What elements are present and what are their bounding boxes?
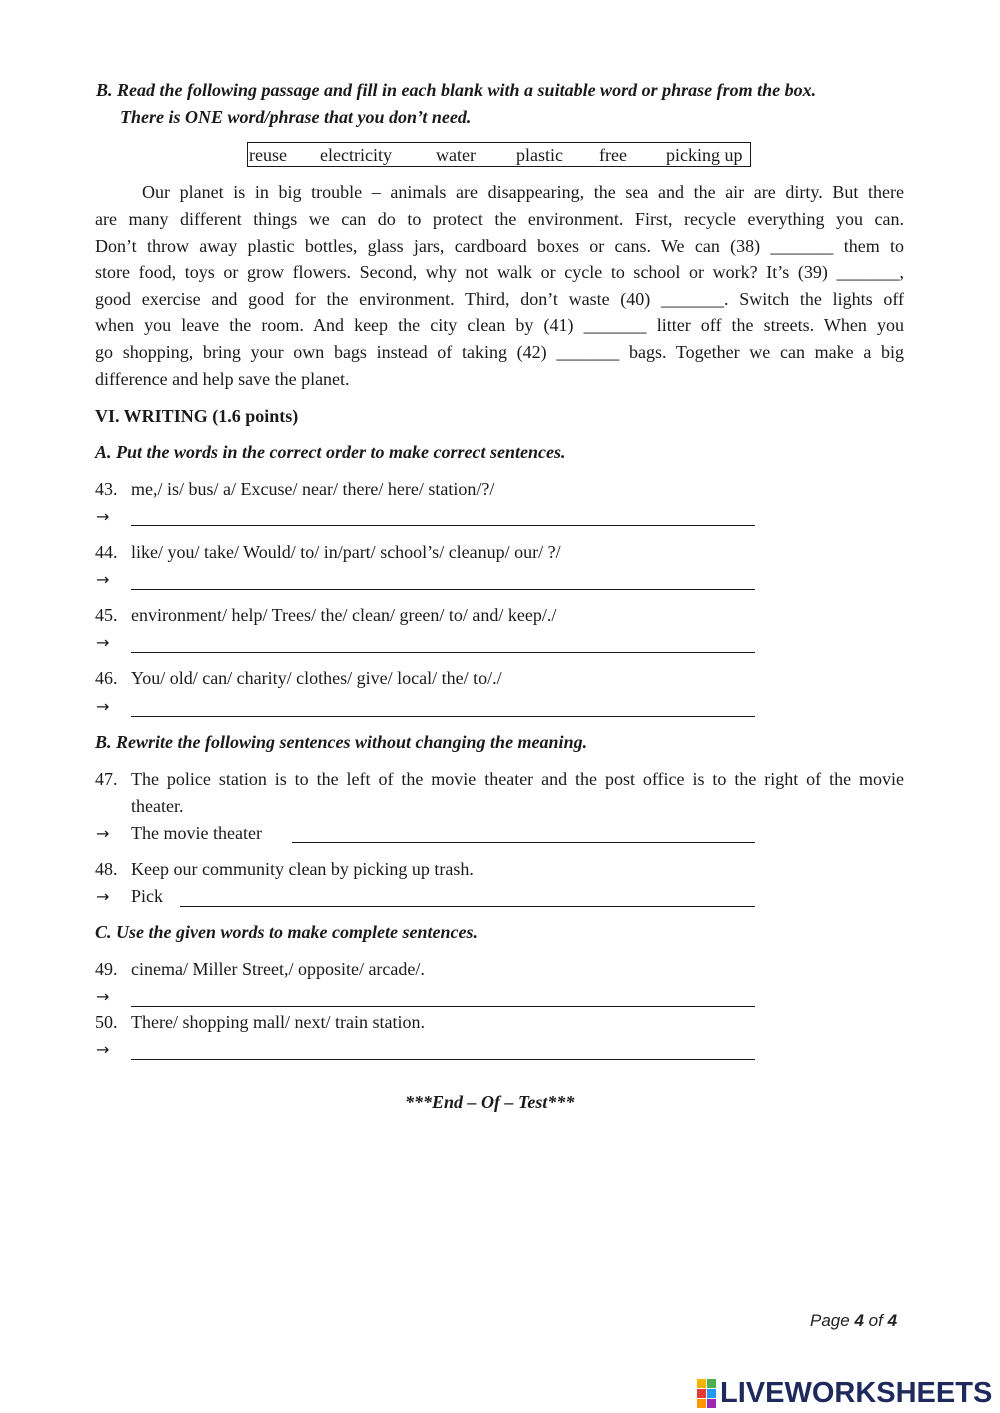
passage-line: store food, toys or grow flowers. Second, why not walk or cycle to school or work? It’s (39) _______, <box>95 262 904 282</box>
question-number: 43. <box>95 479 118 499</box>
page-current: 4 <box>854 1311 864 1330</box>
answer-prefix: The movie theater <box>131 823 262 843</box>
answer-line[interactable] <box>180 906 755 907</box>
arrow-icon: → <box>96 887 110 906</box>
reading-instruction-line2: There is ONE word/phrase that you don’t need. <box>120 107 472 127</box>
arrow-icon: → <box>96 697 110 716</box>
passage-line: difference and help save the planet. <box>95 369 350 389</box>
arrow-icon: → <box>96 633 110 652</box>
answer-line[interactable] <box>292 842 755 843</box>
passage-line: Don’t throw away plastic bottles, glass jars, cardboard boxes or cans. We can (38) _______ them to <box>95 236 904 256</box>
word-box <box>247 142 751 167</box>
arrow-icon: → <box>96 570 110 589</box>
logo-mark-icon <box>697 1379 716 1408</box>
question-number: 49. <box>95 959 118 979</box>
writing-heading: VI. WRITING (1.6 points) <box>95 406 299 426</box>
arrow-icon: → <box>96 987 110 1006</box>
question-text: me,/ is/ bus/ a/ Excuse/ near/ there/ here/ station/?/ <box>131 479 495 499</box>
question-number: 50. <box>95 1012 118 1032</box>
page-of: of <box>868 1311 883 1330</box>
word-box-item: reuse <box>249 145 287 165</box>
answer-prefix: Pick <box>131 886 164 906</box>
part-b-title: B. Rewrite the following sentences without changing the meaning. <box>95 732 588 752</box>
question-text: The police station is to the left of the movie theater and the post office is to the right of the movie <box>131 769 904 789</box>
passage-line: good exercise and good for the environment. Third, don’t waste (40) _______. Switch the lights off <box>95 289 904 309</box>
question-number: 48. <box>95 859 118 879</box>
page-total: 4 <box>887 1311 898 1330</box>
page-label: Page <box>810 1311 850 1330</box>
passage-line: when you leave the room. And keep the city clean by (41) _______ litter off the streets. When you <box>95 315 904 335</box>
page-number <box>810 1311 897 1331</box>
question-number: 45. <box>95 605 118 625</box>
passage-line: go shopping, bring your own bags instead of taking (42) _______ bags. Together we can make a big <box>95 342 904 362</box>
passage-line: Our planet is in big trouble – animals are disappearing, the sea and the air are dirty. But there <box>142 182 904 202</box>
word-box-item: plastic <box>516 145 563 165</box>
answer-line[interactable] <box>131 525 755 526</box>
part-a-title: A. Put the words in the correct order to make correct sentences. <box>95 442 566 462</box>
word-box-item: picking up <box>666 145 743 165</box>
question-number: 46. <box>95 668 118 688</box>
word-box-item: water <box>436 145 476 165</box>
question-text: like/ you/ take/ Would/ to/ in/part/ school’s/ cleanup/ our/ ?/ <box>131 542 561 562</box>
part-c-title: C. Use the given words to make complete sentences. <box>95 922 478 942</box>
logo-text: LIVEWORKSHEETS <box>720 1376 993 1409</box>
question-text: There/ shopping mall/ next/ train station. <box>131 1012 425 1032</box>
question-text: cinema/ Miller Street,/ opposite/ arcade/. <box>131 959 425 979</box>
answer-line[interactable] <box>131 652 755 653</box>
question-text: environment/ help/ Trees/ the/ clean/ green/ to/ and/ keep/./ <box>131 605 557 625</box>
answer-line[interactable] <box>131 1059 755 1060</box>
arrow-icon: → <box>96 824 110 843</box>
end-of-test-marker: ***End – Of – Test*** <box>405 1092 575 1112</box>
question-number: 44. <box>95 542 118 562</box>
question-text: Keep our community clean by picking up trash. <box>131 859 474 879</box>
arrow-icon: → <box>96 1040 110 1059</box>
question-text-continued: theater. <box>131 796 184 816</box>
liveworksheets-logo <box>697 1378 992 1408</box>
word-box-item: electricity <box>320 145 392 165</box>
answer-line[interactable] <box>131 589 755 590</box>
passage-line: are many different things we can do to protect the environment. First, recycle everything you can. <box>95 209 904 229</box>
answer-line[interactable] <box>131 716 755 717</box>
question-number: 47. <box>95 769 118 789</box>
question-text: You/ old/ can/ charity/ clothes/ give/ local/ the/ to/./ <box>131 668 502 688</box>
reading-instruction-line1: B. Read the following passage and fill in each blank with a suitable word or phrase from the box. <box>96 80 817 100</box>
arrow-icon: → <box>96 507 110 526</box>
answer-line[interactable] <box>131 1006 755 1007</box>
word-box-item: free <box>599 145 627 165</box>
